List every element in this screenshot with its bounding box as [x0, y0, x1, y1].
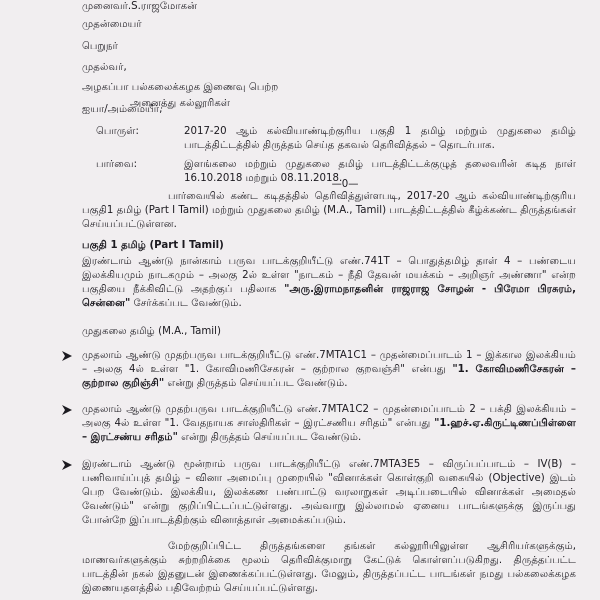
item1-text-bold: "1. கோவிமணிசேகரன் – குற்றால குறிஞ்சி" — [82, 364, 577, 389]
sender-designation: முதன்மையர் — [82, 19, 142, 30]
section1-text-bold: "அரு.இராமநாதனின் ராஜராஜ சோழன் - பிரேமா பிரசுரம், சென்னை" — [82, 284, 576, 309]
sender-block — [82, 0, 197, 32]
subject-text: 2017-20 ஆம் கல்வியாண்டிற்குரிய பகுதி 1 தமிழ் மற்றும் முதுகலை தமிழ் பாடத்திட்டத்தில் திருத்தம் செய்த தகவல் தெரிவித்தல் – தொடர்பாக. — [184, 126, 576, 151]
section1-paragraph — [82, 255, 576, 311]
intro-paragraph: பார்வையில் கண்ட கடிதத்தில் தெரிவித்துள்ளபடி, 2017-20 ஆம் கல்வியாண்டிற்குரிய பகுதி1 தமிழ் (Part I Tamil) மற்றும் முதுகலை தமிழ் (M.A., Tamil) பாடத்திட்டத்தில் கீழ்க்கண்ட திருத்தங்கள் செய்யப்பட்டுள்ளன. — [82, 191, 576, 230]
item1-text-end: என்று திருத்தம் செய்யப்பட வேண்டும். — [164, 378, 348, 389]
section2-item-3 — [68, 458, 576, 528]
recipient-to: பெறுநர் — [82, 41, 118, 52]
arrow-bullet-icon — [60, 349, 74, 363]
reference-label: பார்வை: — [96, 159, 138, 170]
subject-row — [96, 125, 576, 153]
recipient-line3: அனைத்து கல்லூரிகள் — [130, 98, 231, 109]
item2-text-start: முதலாம் ஆண்டு முதற்பருவ பாடக்குறியீட்டு எண்.7MTA1C2 – முதன்மைப்பாடம் 2 – பக்தி இலக்கியம் – அலகு 4ல் உள்ள "1. வேதநாயக சாஸ்திரிகள் – இரட்சணிய சரிதம்" என்பது — [82, 404, 576, 429]
subject-label: பொருள்: — [96, 126, 139, 137]
item2-text-end: என்று திருத்தம் செய்யப்பட வேண்டும். — [177, 432, 362, 443]
section1-heading: பகுதி 1 தமிழ் (Part I Tamil) — [82, 240, 224, 251]
item2-text-bold: "1.ஹச்.ஏ.கிருட்டிணப்பிள்ளை – இரட்சண்ய சரிதம்" — [82, 418, 576, 443]
separator: —0— — [331, 179, 359, 190]
item3-text: இரண்டாம் ஆண்டு மூன்றாம் பருவ பாடக்குறியீட்டு எண்.7MTA3E5 – விருப்பப்பாடம் – IV(B) – பணிவாய்ப்புத் தமிழ் – வினா அமைப்பு முறையில் "வினாக்கள் கொள்குறி வகையில் (Objective) இடம் பெற வேண்டும். இலக்கிய, இலக்கண பண்பாட்டு வரலாறுகள் அடிப்படையில் வினாக்கள் அமைதல் வேண்டும்" என்று குறிப்பிட்டப்பட்டுள்ளது. அவ்வாறு இல்லாமல் ஏனைய பாடங்களுக்கு இருப்பது போன்றே இப்பாடத்திற்கும் வினாத்தாள் அமைக்கப்படும். — [82, 459, 576, 526]
recipient-block — [82, 40, 278, 111]
arrow-bullet-icon — [60, 458, 74, 472]
section2-item-2 — [68, 403, 576, 445]
section1-text-start: இரண்டாம் ஆண்டு நான்காம் பருவ பாடக்குறியீட்டு எண்.741T – பொதுத்தமிழ் தாள் 4 – பண்டைய இலக்கியமும் நாடகமும் – அலகு 2ல் உள்ள "நாடகம் – நீதி தேவன் மயக்கம் – அறிஞர் அண்ணா" என்ற பகுதியை நீக்கிவிட்டு அதற்குப் பதிலாக — [82, 256, 576, 295]
subject-reference-block — [96, 125, 576, 186]
section2-item-1 — [68, 349, 576, 391]
section1-text-end: சேர்க்கப்பட வேண்டும். — [130, 298, 242, 309]
recipient-line1: முதல்வர், — [82, 62, 127, 73]
item1-text-start: முதலாம் ஆண்டு முதற்பருவ பாடக்குறியீட்டு எண்.7MTA1C1 – முதன்மைப்பாடம் 1 – இக்கால இலக்கியம் – அலகு 4ல் உள்ள "1. கோவிமணிசேகரன் – குற்றால குறவஞ்சி" என்பது — [82, 350, 576, 375]
section2-heading: முதுகலை தமிழ் (M.A., Tamil) — [82, 326, 221, 337]
greeting: ஐயா/அம்மையீர், — [82, 104, 163, 115]
sender-name: முனைவர்.S.ராஜமோகன் — [82, 1, 198, 12]
closing-paragraph: மேற்குறிப்பிட்ட திருத்தங்களை தங்கள் கல்லூரியிலுள்ள ஆசிரியர்களுக்கும், மாணவர்களுக்கும் சுற்றறிக்கை மூலம் தெரிவிக்குமாறு கேட்டுக் கொள்ளப்படுகிறது. திருத்தப்பட்ட பாடத்தின் நகல் இதனுடன் இணைக்கப்பட்டுள்ளது. மேலும், திருத்தப்பட்ட பாடங்கள் நமது பல்கலைக்கழக இணையதளத்தில் பதிவேற்றம் செய்யப்பட்டுள்ளது. — [82, 541, 576, 594]
reference-text: இளங்கலை மற்றும் முதுகலை தமிழ் பாடத்திட்டக்குழுத் தலைவரின் கடித நாள் 16.10.2018 மற்றும் 08.11.2018. — [184, 159, 576, 184]
arrow-bullet-icon — [60, 403, 74, 417]
recipient-line2: அழகப்பா பல்கலைக்கழக இணைவு பெற்ற — [82, 82, 279, 93]
